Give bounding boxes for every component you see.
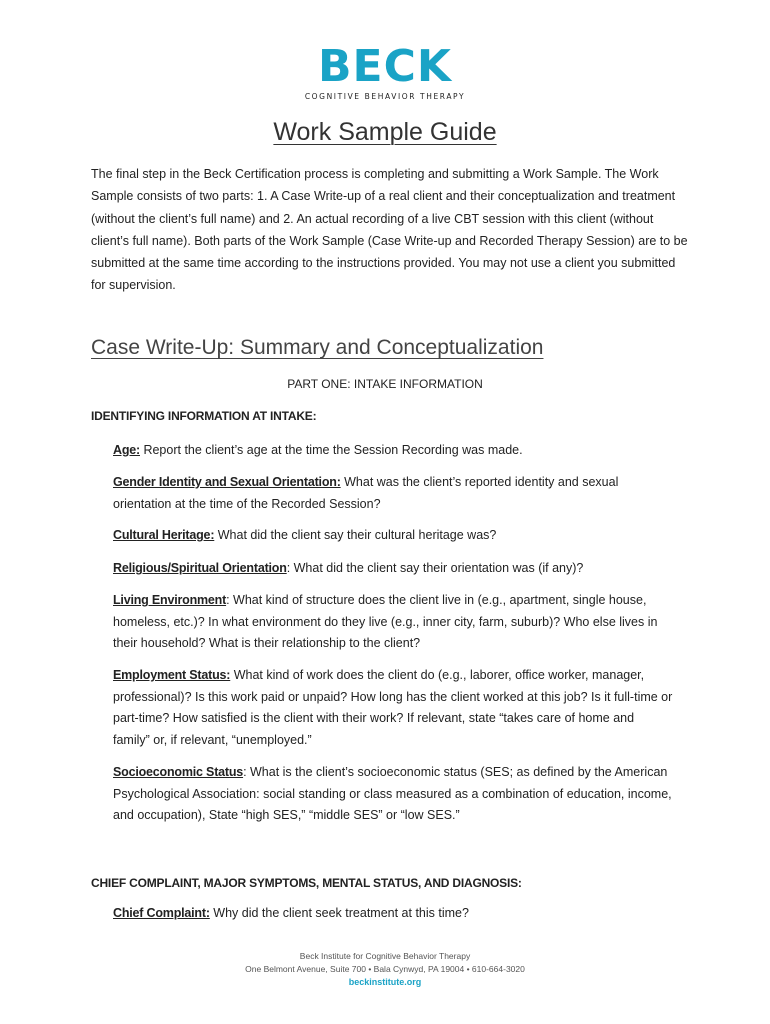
field-text: What kind of work does the client do (e.g., laborer, office worker, manager, professional)? Is this work paid or unpaid? How long has the client worked at this job? Is it full-time or part-time? How satisfied is the client with their work? If relevant, state “takes care of home and family” or, if relevant, “unemployed.” <box>113 668 673 747</box>
field-text: : What is the client’s socioeconomic status (SES; as defined by the American Psychological Association: social standing or class measured as a combination of education, income, and occupation), State “high SES,” “middle SES” or “low SES.” <box>113 765 672 822</box>
footer-address: One Belmont Avenue, Suite 700 • Bala Cynwyd, PA 19004 • 610-664-3020 <box>245 964 525 974</box>
field-living-environment <box>113 590 673 655</box>
logo-subtitle: COGNITIVE BEHAVIOR THERAPY <box>304 92 466 101</box>
logo-wordmark: BECK <box>318 41 452 92</box>
identifying-heading: IDENTIFYING INFORMATION AT INTAKE: <box>91 409 317 423</box>
field-cultural-heritage <box>113 525 673 547</box>
field-religious-orientation <box>113 558 673 580</box>
field-label: Gender Identity and Sexual Orientation: <box>113 475 341 489</box>
field-text: Why did the client seek treatment at this time? <box>209 906 469 920</box>
field-gender-identity <box>113 472 673 515</box>
footer-organization: Beck Institute for Cognitive Behavior Therapy <box>299 951 471 961</box>
field-label: Religious/Spiritual Orientation <box>113 561 287 575</box>
page-title: Work Sample Guide <box>273 118 497 146</box>
field-text: : What did the client say their orientation was (if any)? <box>286 561 584 575</box>
chief-complaint-heading: CHIEF COMPLAINT, MAJOR SYMPTOMS, MENTAL STATUS, AND DIAGNOSIS: <box>91 876 522 890</box>
field-text: What was the client’s reported identity and sexual orientation at the time of the Recorded Session? <box>113 475 619 511</box>
field-employment-status <box>113 665 673 751</box>
part-heading: PART ONE: INTAKE INFORMATION <box>287 377 483 391</box>
field-label: Chief Complaint: <box>113 906 210 920</box>
field-socioeconomic-status <box>113 762 673 827</box>
field-label: Age: <box>113 443 140 457</box>
field-chief-complaint <box>113 903 673 925</box>
page-footer <box>0 950 770 989</box>
field-text: : What kind of structure does the client live in (e.g., apartment, single house, homeless, etc.)? In what environment do they live (e.g., inner city, farm, suburb)? Who else lives in their household? What is their relationship to the client? <box>113 593 658 650</box>
footer-website-link[interactable]: beckinstitute.org <box>348 977 422 987</box>
intro-paragraph: The final step in the Beck Certification process is completing and submitting a Work Sample. The Work Sample consists of two parts: 1. A Case Write-up of a real client and their conceptualization and treatment (without the client’s full name) and 2. An actual recording of a live CBT session with this client (without client’s full name). Both parts of the Work Sample (Case Write-up and Recorded Therapy Session) are to be submitted at the same time according to the instructions provided. You may not use a client you submitted for supervision. <box>91 167 688 293</box>
field-age <box>113 440 673 462</box>
field-text: What did the client say their cultural heritage was? <box>214 528 497 542</box>
section-title: Case Write-Up: Summary and Conceptualization <box>91 336 544 359</box>
beck-logo <box>0 41 770 101</box>
field-label: Socioeconomic Status <box>113 765 244 779</box>
field-label: Employment Status: <box>113 668 231 682</box>
field-label: Living Environment <box>113 593 227 607</box>
field-label: Cultural Heritage: <box>113 528 215 542</box>
field-text: Report the client’s age at the time the Session Recording was made. <box>139 443 523 457</box>
